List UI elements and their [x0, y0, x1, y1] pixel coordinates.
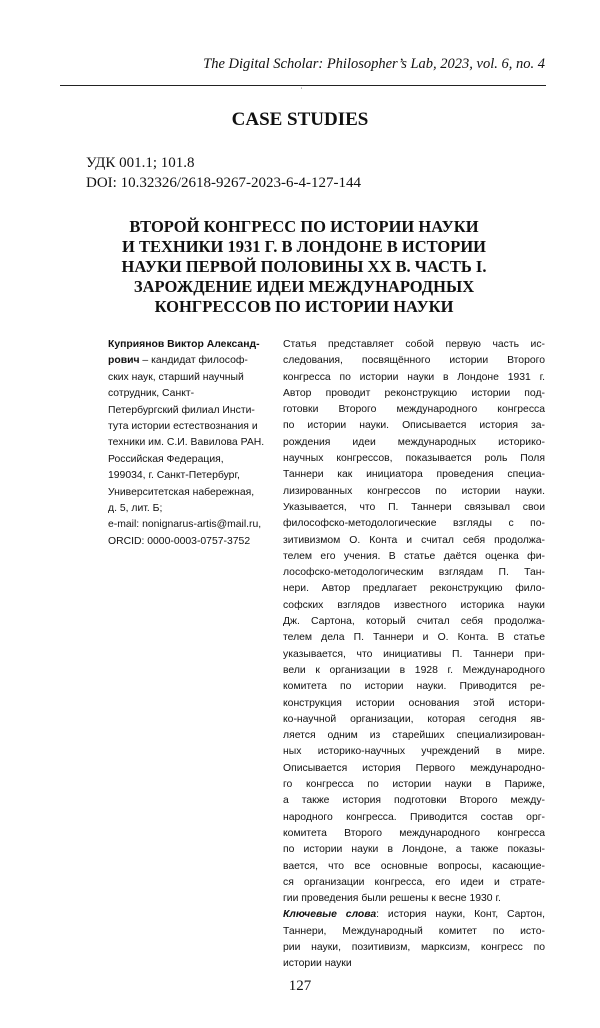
abstract-line: комитета по истории науки. Приводится ре- [283, 681, 545, 693]
udk-code: УДК 001.1; 101.8 [86, 155, 195, 171]
abstract-line: Автор проводит реконструкцию истории под- [283, 387, 545, 399]
abstract-line: Таннери как инициатора проведения специа- [283, 469, 545, 481]
author-name: Куприянов Виктор Александ- [108, 339, 260, 350]
abstract-line: нери. Автор предлагает реконструкцию фило- [283, 583, 545, 595]
abstract-line: вается, что все основные вопросы, касающие- [283, 860, 545, 872]
abstract-line: гии проведения были решены к весне 1930 г. [283, 893, 501, 905]
abstract-line: телем дела П. Таннери и О. Конта. В статье [283, 632, 545, 644]
title-line: ВТОРОЙ КОНГРЕСС ПО ИСТОРИИ НАУКИ [129, 217, 479, 236]
abstract-line: философско-методологические взгляды с по- [283, 518, 545, 530]
abstract-line: следования, посвящённого истории Второго [283, 355, 545, 367]
title-line: КОНГРЕССОВ ПО ИСТОРИИ НАУКИ [154, 297, 454, 316]
section-heading: CASE STUDIES [231, 109, 369, 130]
author-line: техники им. С.И. Вавилова РАН. [108, 437, 265, 449]
abstract-line: ляется одним из старейших специализирован- [283, 730, 545, 742]
author-orcid: ORCID: 0000-0003-0757-3752 [108, 535, 251, 547]
abstract-line: Дж. Сартона, который считал себя продолжа- [283, 616, 545, 628]
rule-mark: ˙ [300, 86, 303, 95]
keywords-line: рии науки, позитивизм, марксизм, конгресс по [283, 941, 545, 953]
author-line: сотрудник, Санкт- [108, 388, 195, 400]
abstract-line: по истории науки. Описывается история за- [283, 420, 545, 432]
author-line: ских наук, старший научный [108, 371, 244, 383]
abstract-line: Описывается история Первого международно- [283, 762, 545, 774]
abstract-line: ся организации конгресса, его идеи и страте- [283, 876, 545, 888]
abstract-line: конструкция истории основания этой истори- [283, 697, 545, 709]
abstract-line: конгресса по истории науки в Лондоне 1931 г. [283, 371, 545, 383]
abstract-line: комитета Второго международного конгресса [283, 827, 545, 839]
abstract-line: рождения идеи международных историко- [283, 436, 545, 448]
journal-header: The Digital Scholar: Philosopher’s Lab, 2023, vol. 6, no. 4 [203, 56, 545, 72]
header-rule [60, 85, 546, 86]
abstract-line: ко-научной организации, которая сегодня яв- [283, 713, 545, 725]
abstract [283, 337, 545, 973]
abstract-line: готовки Второго международного конгресса [283, 404, 545, 416]
keywords-line [283, 907, 545, 923]
author-line: Петербургский филиал Инсти- [108, 404, 255, 416]
title-line: И ТЕХНИКИ 1931 Г. В ЛОНДОНЕ В ИСТОРИИ [122, 237, 486, 256]
abstract-line: телем его учения. В статье даётся оценка фи- [283, 550, 545, 562]
author-line: Университетская набережная, [108, 486, 255, 498]
abstract-line: Указывается, что П. Таннери связывал свои [283, 501, 545, 513]
doi: DOI: 10.32326/2618-9267-2023-6-4-127-144 [86, 175, 361, 191]
keywords-text: : история науки, Конт, Сартон, [376, 909, 545, 921]
abstract-line: лософско-методологическим взглядам П. Тан- [283, 567, 545, 579]
abstract-line: ных историко-научных учреждений в мире. [283, 746, 545, 758]
abstract-line: народного конгресса. Приводится состав орг- [283, 811, 545, 823]
abstract-line: вели к организации в 1928 г. Международного [283, 664, 545, 676]
abstract-line: зитивизмом О. Конта и считал себя продолжа- [283, 534, 545, 546]
abstract-line: го конгресса по истории науки в Париже, [283, 779, 545, 791]
title-line: ЗАРОЖДЕНИЕ ИДЕИ МЕЖДУНАРОДНЫХ [133, 277, 475, 296]
abstract-line: а также история подготовки Второго между- [283, 795, 545, 807]
page-number: 127 [288, 978, 312, 994]
abstract-line: научных конгрессов, показывается роль Поля [283, 453, 545, 465]
abstract-line: софских взглядов известного историка науки [283, 599, 545, 611]
abstract-line: лизированных конгрессов по истории науки. [283, 485, 545, 497]
author-email: e-mail: nonignarus-artis@mail.ru, [108, 519, 262, 531]
abstract-line: указывается, что инициативы П. Таннери при- [283, 648, 545, 660]
keywords-line: истории науки [283, 958, 352, 970]
author-degree: – кандидат философ- [139, 355, 248, 367]
author-info [108, 337, 270, 550]
abstract-line: по истории науки в Лондоне, а также показы- [283, 844, 545, 856]
keywords-label: Ключевые слова [283, 909, 377, 921]
author-line: Российская Федерация, [108, 453, 224, 465]
keywords-line: Таннери, Международный комитет по исто- [283, 925, 545, 937]
abstract-line: Статья представляет собой первую часть ис- [283, 339, 545, 350]
author-name-end: рович [108, 355, 140, 367]
author-line: 199034, г. Санкт-Петербург, [108, 470, 240, 482]
author-line: тута истории естествознания и [108, 421, 258, 433]
author-line: д. 5, лит. Б; [108, 503, 163, 515]
title-line: НАУКИ ПЕРВОЙ ПОЛОВИНЫ XX В. ЧАСТЬ I. [121, 257, 487, 276]
article-title [70, 217, 538, 317]
